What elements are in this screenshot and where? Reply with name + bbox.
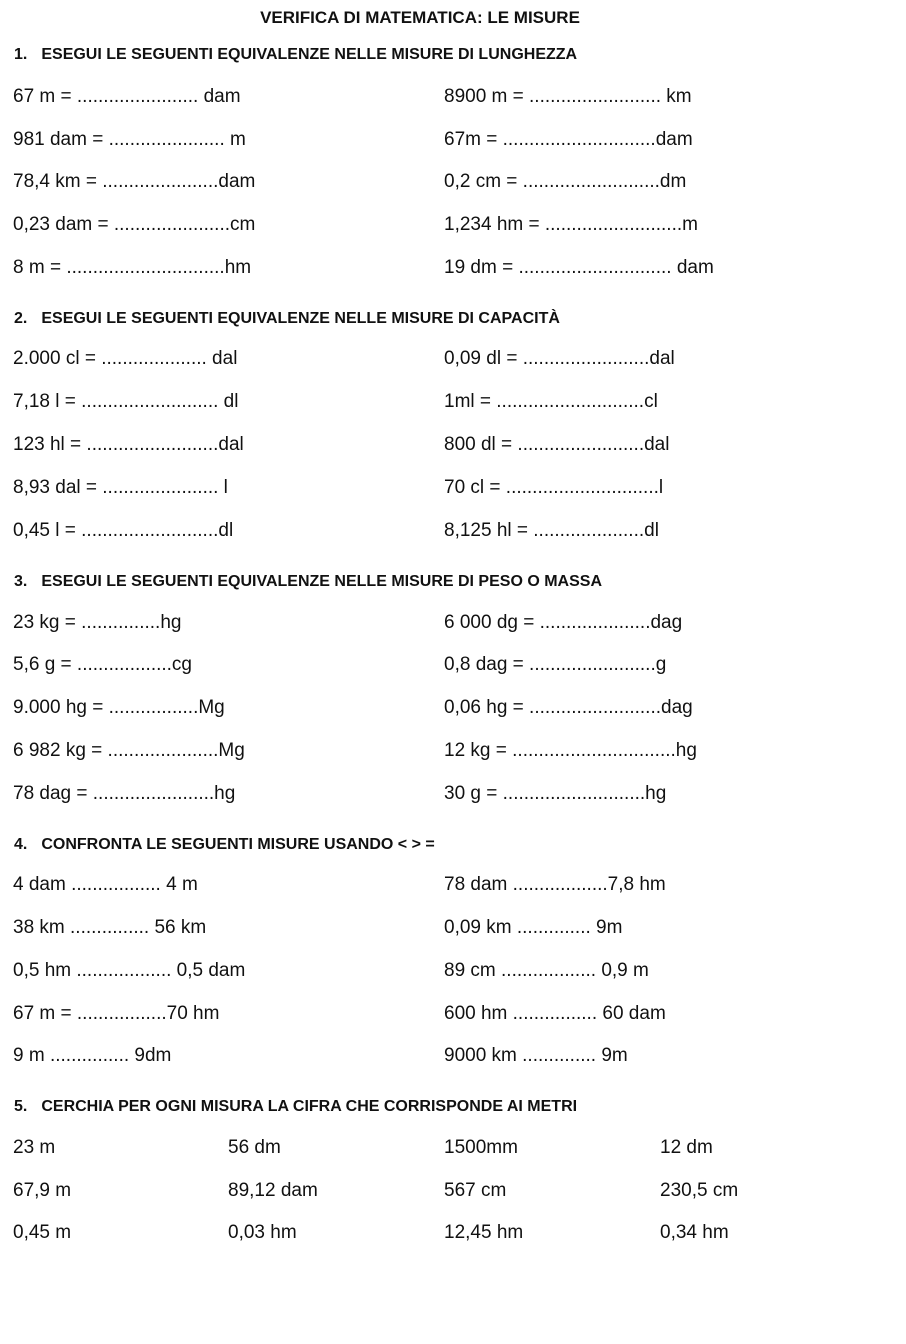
exercise-item: 4 dam ................. 4 m bbox=[13, 874, 198, 895]
section-heading-text: ESEGUI LE SEGUENTI EQUIVALENZE NELLE MISURE DI CAPACITÀ bbox=[41, 310, 560, 327]
exercise-item: 5,6 g = ..................cg bbox=[13, 654, 192, 675]
exercise-row bbox=[0, 129, 906, 159]
section-heading-text: ESEGUI LE SEGUENTI EQUIVALENZE NELLE MISURE DI LUNGHEZZA bbox=[41, 46, 578, 63]
exercise-row bbox=[0, 1045, 906, 1075]
exercise-item: 78,4 km = ......................dam bbox=[13, 171, 256, 192]
exercise-row bbox=[0, 86, 906, 116]
exercise-row bbox=[0, 917, 906, 947]
section-number: 1. bbox=[14, 46, 28, 63]
measure-item: 67,9 m bbox=[13, 1180, 72, 1201]
exercise-row bbox=[0, 1137, 906, 1167]
exercise-item: 0,09 km .............. 9m bbox=[444, 917, 623, 938]
exercise-item: 9 m ............... 9dm bbox=[13, 1045, 172, 1066]
exercise-item: 8,93 dal = ...................... l bbox=[13, 477, 228, 498]
measure-item: 12 dm bbox=[660, 1137, 713, 1158]
measure-item: 1500mm bbox=[444, 1137, 518, 1158]
exercise-item: 0,2 cm = ..........................dm bbox=[444, 171, 687, 192]
exercise-row bbox=[0, 612, 906, 642]
exercise-item: 0,45 l = ..........................dl bbox=[13, 520, 234, 541]
exercise-item: 981 dam = ...................... m bbox=[13, 129, 246, 150]
exercise-item: 78 dag = .......................hg bbox=[13, 783, 236, 804]
exercise-item: 0,09 dl = ........................dal bbox=[444, 348, 675, 369]
exercise-row bbox=[0, 1003, 906, 1033]
exercise-item: 19 dm = ............................. dam bbox=[444, 257, 714, 278]
exercise-item: 1,234 hm = ..........................m bbox=[444, 214, 698, 235]
exercise-item: 0,5 hm .................. 0,5 dam bbox=[13, 960, 246, 981]
section-heading bbox=[14, 573, 602, 591]
exercise-item: 9000 km .............. 9m bbox=[444, 1045, 628, 1066]
measure-item: 567 cm bbox=[444, 1180, 507, 1201]
section-heading-text: CERCHIA PER OGNI MISURA LA CIFRA CHE CORRISPONDE AI METRI bbox=[41, 1098, 578, 1115]
section-number: 4. bbox=[14, 836, 28, 853]
exercise-item: 600 hm ................ 60 dam bbox=[444, 1003, 666, 1024]
exercise-row bbox=[0, 654, 906, 684]
section-number: 5. bbox=[14, 1098, 28, 1115]
measure-item: 0,34 hm bbox=[660, 1222, 729, 1243]
exercise-item: 0,06 hg = .........................dag bbox=[444, 697, 693, 718]
measure-item: 230,5 cm bbox=[660, 1180, 739, 1201]
section-heading bbox=[14, 46, 577, 64]
exercise-item: 67m = .............................dam bbox=[444, 129, 693, 150]
exercise-item: 0,8 dag = ........................g bbox=[444, 654, 667, 675]
exercise-row bbox=[0, 477, 906, 507]
measure-item: 0,45 m bbox=[13, 1222, 72, 1243]
exercise-row bbox=[0, 1222, 906, 1252]
exercise-item: 23 kg = ...............hg bbox=[13, 612, 182, 633]
exercise-item: 8900 m = ......................... km bbox=[444, 86, 692, 107]
section-heading bbox=[14, 836, 435, 854]
exercise-row bbox=[0, 171, 906, 201]
exercise-row bbox=[0, 214, 906, 244]
exercise-row bbox=[0, 434, 906, 464]
exercise-row bbox=[0, 740, 906, 770]
exercise-row bbox=[0, 783, 906, 813]
measure-item: 0,03 hm bbox=[228, 1222, 297, 1243]
exercise-item: 38 km ............... 56 km bbox=[13, 917, 207, 938]
measure-item: 12,45 hm bbox=[444, 1222, 524, 1243]
exercise-row bbox=[0, 960, 906, 990]
exercise-item: 800 dl = ........................dal bbox=[444, 434, 670, 455]
section-heading-text: ESEGUI LE SEGUENTI EQUIVALENZE NELLE MISURE DI PESO O MASSA bbox=[41, 573, 603, 590]
exercise-item: 0,23 dam = ......................cm bbox=[13, 214, 256, 235]
exercise-item: 123 hl = .........................dal bbox=[13, 434, 244, 455]
section-heading bbox=[14, 1098, 577, 1116]
exercise-item: 89 cm .................. 0,9 m bbox=[444, 960, 649, 981]
measure-item: 89,12 dam bbox=[228, 1180, 318, 1201]
exercise-row bbox=[0, 348, 906, 378]
exercise-item: 8 m = ..............................hm bbox=[13, 257, 252, 278]
exercise-row bbox=[0, 391, 906, 421]
section-number: 3. bbox=[14, 573, 28, 590]
exercise-item: 67 m = ....................... dam bbox=[13, 86, 241, 107]
exercise-item: 78 dam ..................7,8 hm bbox=[444, 874, 666, 895]
exercise-item: 30 g = ...........................hg bbox=[444, 783, 667, 804]
exercise-item: 2.000 cl = .................... dal bbox=[13, 348, 238, 369]
exercise-item: 6 000 dg = .....................dag bbox=[444, 612, 683, 633]
exercise-item: 7,18 l = .......................... dl bbox=[13, 391, 239, 412]
exercise-item: 6 982 kg = .....................Mg bbox=[13, 740, 245, 761]
exercise-item: 12 kg = ...............................hg bbox=[444, 740, 697, 761]
measure-item: 23 m bbox=[13, 1137, 56, 1158]
measure-item: 56 dm bbox=[228, 1137, 281, 1158]
exercise-row bbox=[0, 257, 906, 287]
section-number: 2. bbox=[14, 310, 28, 327]
exercise-item: 8,125 hl = .....................dl bbox=[444, 520, 659, 541]
exercise-row bbox=[0, 1180, 906, 1210]
exercise-row bbox=[0, 874, 906, 904]
exercise-item: 70 cl = .............................l bbox=[444, 477, 664, 498]
exercise-row bbox=[0, 520, 906, 550]
section-heading-text: CONFRONTA LE SEGUENTI MISURE USANDO < > = bbox=[41, 836, 435, 853]
exercise-item: 9.000 hg = .................Mg bbox=[13, 697, 225, 718]
exercise-item: 1ml = ............................cl bbox=[444, 391, 658, 412]
exercise-row bbox=[0, 697, 906, 727]
section-heading bbox=[14, 310, 560, 328]
page-title: VERIFICA DI MATEMATICA: LE MISURE bbox=[260, 8, 580, 27]
exercise-item: 67 m = .................70 hm bbox=[13, 1003, 220, 1024]
